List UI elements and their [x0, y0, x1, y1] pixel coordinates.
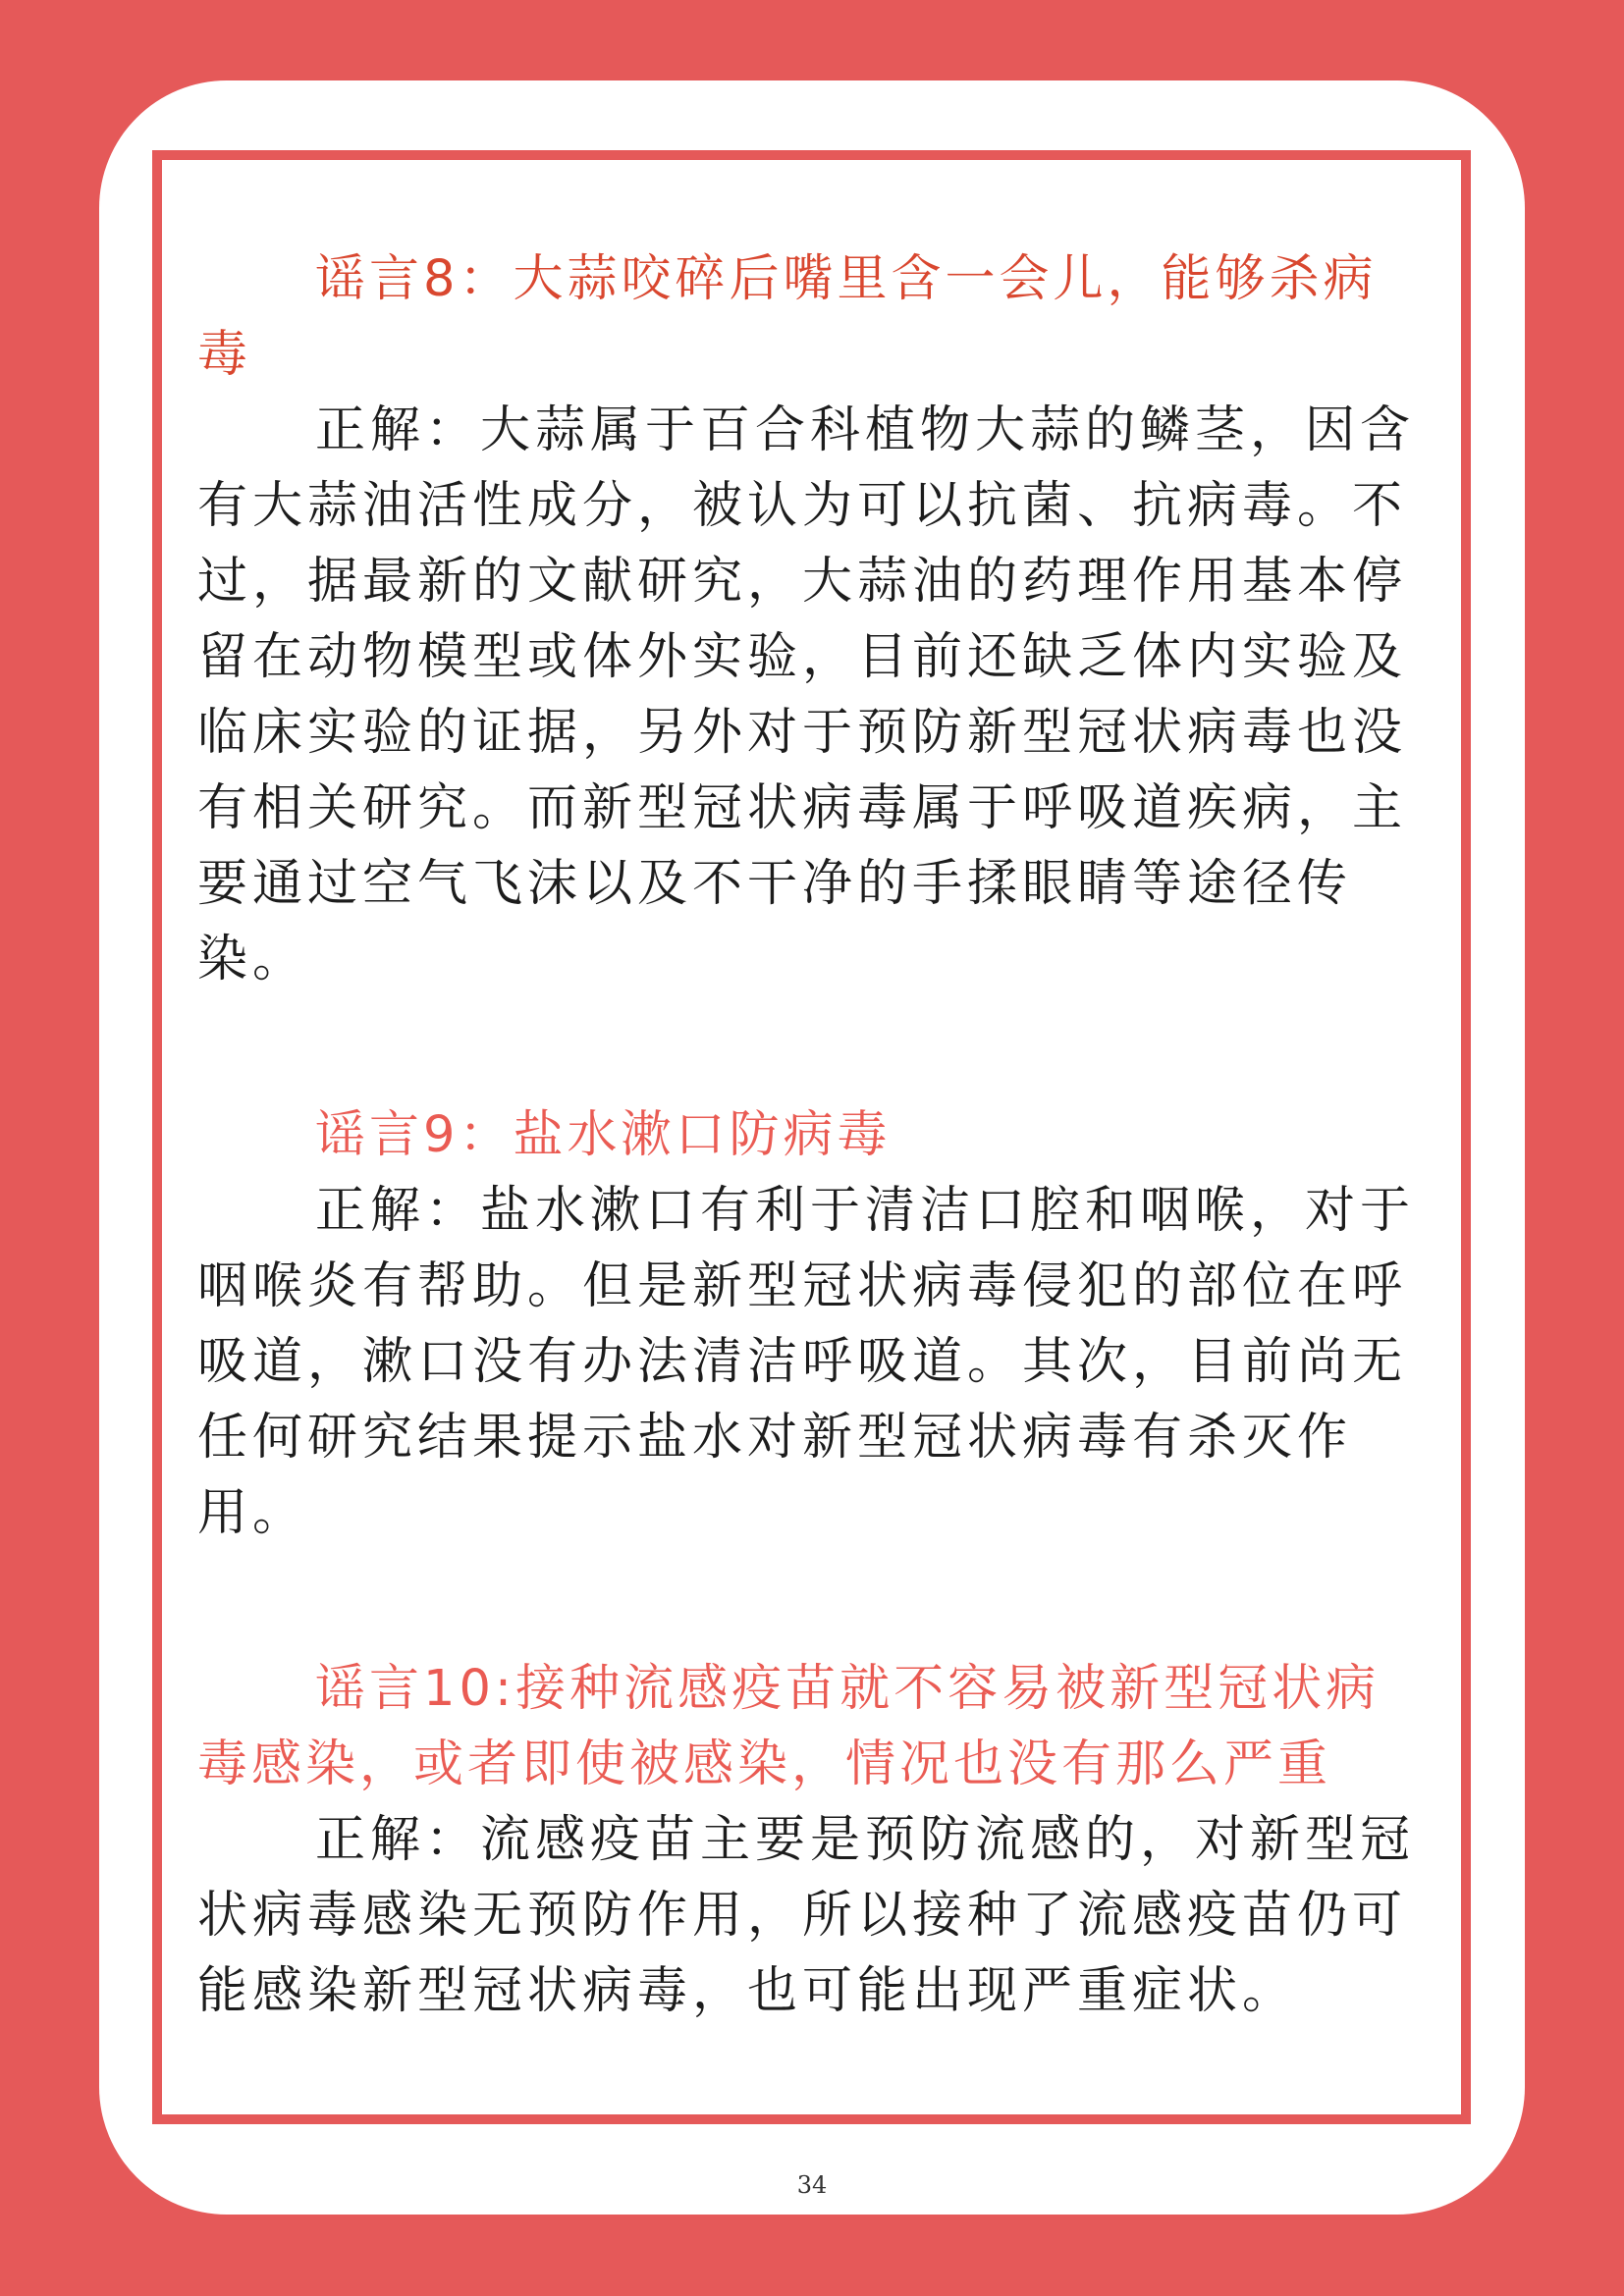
page-number: 34 — [796, 2171, 828, 2199]
rumor-heading: 谣言9：盐水漱口防病毒 — [315, 1106, 892, 1164]
rumor-section-10 — [197, 1651, 1431, 2029]
rumor-heading: 谣言8：大蒜咬碎后嘴里含一会儿，能够杀病毒 — [197, 250, 1378, 384]
section-spacer — [197, 997, 1431, 1097]
section-spacer — [197, 1551, 1431, 1651]
rumor-answer: 正解：流感疫苗主要是预防流感的，对新型冠状病毒感染无预防作用，所以接种了流感疫苗仍可能感染新型冠状病毒，也可能出现严重症状。 — [197, 1811, 1416, 2020]
rumor-heading: 谣言10:接种流感疫苗就不容易被新型冠状病毒感染，或者即使被感染，情况也没有那么严重 — [197, 1660, 1380, 1793]
rumor-answer: 正解：大蒜属于百合科植物大蒜的鳞茎，因含有大蒜油活性成分，被认为可以抗菌、抗病毒。不过，据最新的文献研究，大蒜油的药理作用基本停留在动物模型或体外实验，目前还缺乏体内实验及临床实验的证据，另外对于预防新型冠状病毒也没有相关研究。而新型冠状病毒属于呼吸道疾病，主要通过空气飞沫以及不干净的手揉眼睛等途径传染。 — [197, 401, 1416, 988]
rumor-section-8 — [197, 241, 1431, 997]
page-content — [197, 241, 1431, 2029]
rumor-answer: 正解：盐水漱口有利于清洁口腔和咽喉，对于咽喉炎有帮助。但是新型冠状病毒侵犯的部位在呼吸道，漱口没有办法清洁呼吸道。其次，目前尚无任何研究结果提示盐水对新型冠状病毒有杀灭作用。 — [197, 1182, 1416, 1542]
rumor-section-9 — [197, 1097, 1431, 1551]
